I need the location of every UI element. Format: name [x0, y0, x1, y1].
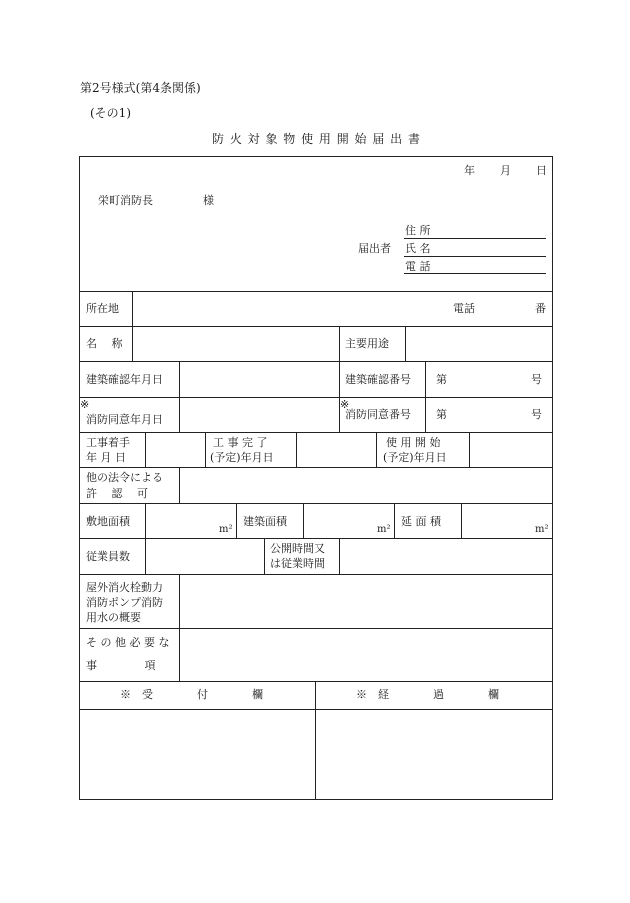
frame-left: [79, 156, 80, 800]
row-line: [79, 709, 553, 710]
row-line: [79, 361, 553, 362]
date-month: 月: [500, 164, 511, 177]
fire-consent-date-label: 消防同意年月日: [86, 413, 163, 426]
address-underline: [404, 238, 546, 239]
consent-dai: 第: [436, 408, 447, 421]
use-start-l2: (予定)年月日: [383, 451, 447, 464]
row-line: [79, 291, 553, 292]
floor-area-label: 延 面 積: [401, 515, 441, 528]
location-ban: 番: [535, 302, 546, 315]
phone-underline: [404, 273, 546, 274]
building-area-unit: m²: [377, 524, 391, 535]
progress-label: ※ 経 過 欄: [356, 688, 499, 701]
frame-bottom: [79, 799, 553, 800]
phone-label: 電 話: [405, 260, 431, 273]
row-line: [79, 538, 553, 539]
hours-l2: は従業時間: [270, 557, 325, 570]
col-line: [469, 432, 470, 467]
col-line: [315, 681, 316, 799]
form-number: 第2号様式(第4条関係): [80, 81, 201, 95]
date-day: 日: [536, 164, 547, 177]
name-of-object-label: 名 称: [86, 337, 123, 350]
main-use-label: 主要用途: [345, 337, 389, 350]
col-line: [145, 538, 146, 574]
col-line: [303, 503, 304, 538]
build-dai: 第: [436, 373, 447, 386]
consent-no-mark: ※: [340, 398, 350, 411]
col-line: [145, 432, 146, 467]
hours-l1: 公開時間又: [270, 542, 325, 555]
building-area-label: 建築面積: [243, 515, 287, 528]
use-start-l1: 使 用 開 始: [386, 436, 441, 449]
hydrant-l2: 消防ポンプ消防: [86, 596, 163, 609]
row-line: [79, 628, 553, 629]
col-line: [394, 503, 395, 538]
location-phone-label: 電話: [453, 302, 475, 315]
consent-date-mark: ※: [80, 398, 90, 411]
employees-label: 従業員数: [86, 550, 130, 563]
name-label: 氏 名: [405, 242, 431, 255]
notifier-label: 届出者: [358, 242, 391, 255]
honorific: 様: [203, 194, 214, 207]
construction-end-l1: 工 事 完 了: [213, 436, 268, 449]
row-line: [79, 681, 553, 682]
row-line: [79, 503, 553, 504]
construction-end-l2: (予定)年月日: [210, 451, 274, 464]
row-line: [79, 397, 553, 398]
frame-right: [552, 156, 553, 800]
col-line: [405, 326, 406, 361]
col-line: [339, 326, 340, 361]
col-line: [296, 432, 297, 467]
col-line: [179, 361, 180, 432]
col-line: [376, 432, 377, 467]
col-line: [425, 361, 426, 432]
frame-top: [79, 156, 553, 157]
consent-gou: 号: [531, 408, 542, 421]
col-line: [179, 467, 180, 503]
page-title: 防 火 対 象 物 使 用 開 始 届 出 書: [212, 132, 421, 146]
sub-number: (その1): [90, 106, 131, 120]
col-line: [264, 538, 265, 574]
date-year: 年: [464, 164, 475, 177]
floor-area-unit: m²: [535, 524, 549, 535]
construction-start-l2: 年 月 日: [86, 451, 126, 464]
col-line: [145, 503, 146, 538]
col-line: [461, 503, 462, 538]
addressee: 栄町消防長: [98, 194, 153, 207]
address-label: 住 所: [405, 224, 431, 237]
build-confirm-no-label: 建築確認番号: [345, 373, 411, 386]
row-line: [79, 467, 553, 468]
col-line: [179, 628, 180, 681]
row-line: [79, 574, 553, 575]
col-line: [132, 326, 133, 361]
other-needed-l1: そ の 他 必 要 な: [86, 636, 170, 649]
col-line: [205, 432, 206, 467]
fire-consent-no-label: 消防同意番号: [345, 408, 411, 421]
reception-label: ※ 受 付 欄: [120, 688, 263, 701]
col-line: [132, 291, 133, 326]
name-underline: [404, 256, 546, 257]
other-needed-l2: 事 項: [86, 659, 156, 672]
other-law-l2: 許 認 可: [86, 487, 148, 500]
hydrant-l1: 屋外消火栓動力: [86, 581, 163, 594]
location-label: 所在地: [86, 302, 119, 315]
col-line: [339, 538, 340, 574]
row-line: [79, 326, 553, 327]
site-area-unit: m²: [219, 524, 233, 535]
build-gou: 号: [531, 373, 542, 386]
construction-start-l1: 工事着手: [86, 436, 130, 449]
build-confirm-date-label: 建築確認年月日: [86, 373, 163, 386]
col-line: [236, 503, 237, 538]
site-area-label: 敷地面積: [86, 515, 130, 528]
col-line: [179, 574, 180, 628]
hydrant-l3: 用水の概要: [86, 611, 141, 624]
col-line: [339, 361, 340, 432]
row-line: [79, 432, 553, 433]
other-law-l1: 他の法令による: [86, 471, 163, 484]
